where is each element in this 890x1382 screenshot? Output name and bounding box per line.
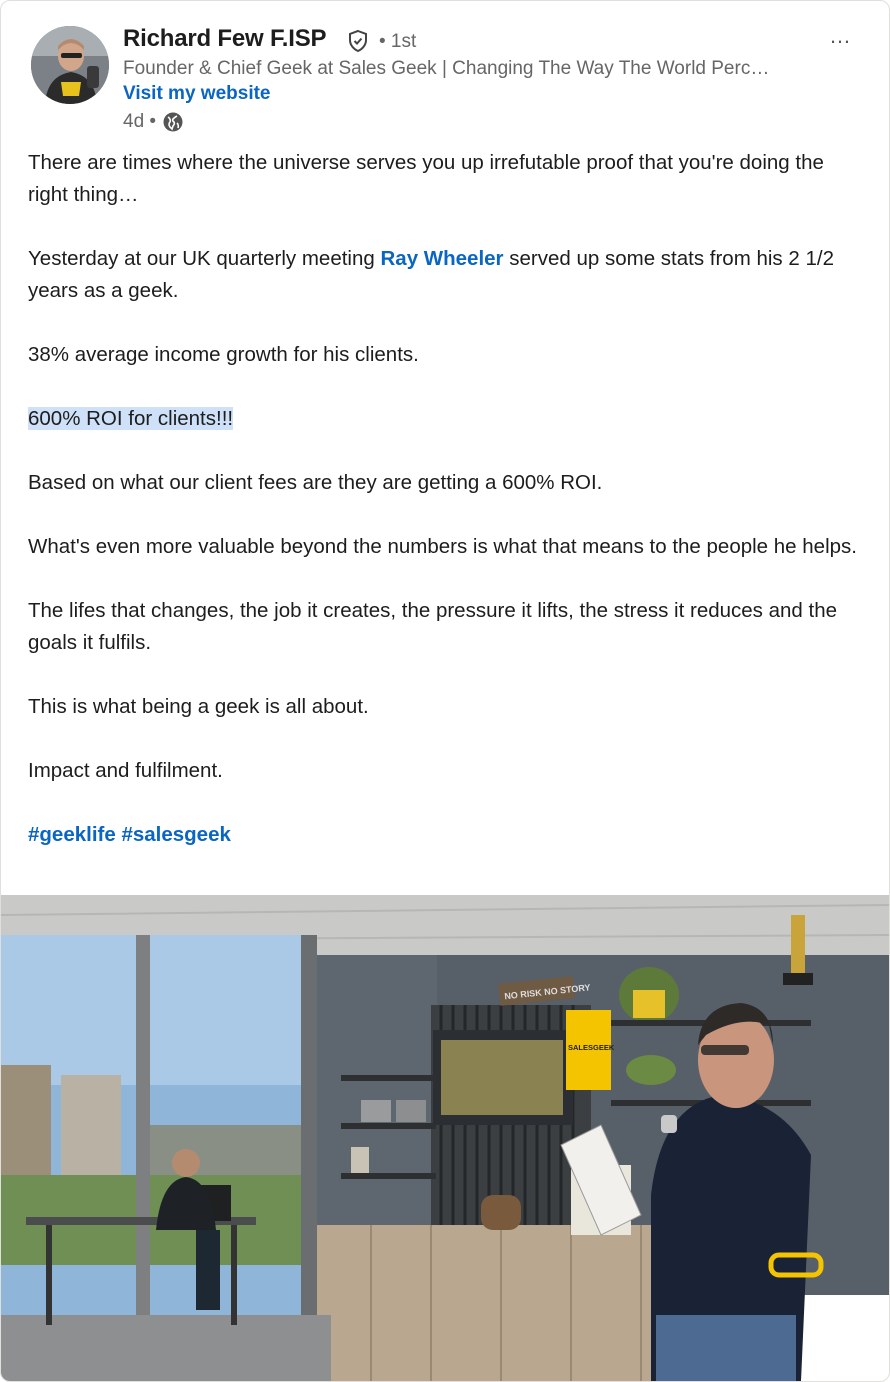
mention-ray-wheeler-link[interactable]: Ray Wheeler: [380, 247, 504, 270]
author-name[interactable]: Richard Few F.ISP: [123, 25, 327, 52]
post-paragraph: Based on what our client fees are they are getting a 600% ROI.: [28, 471, 603, 494]
connection-degree: • 1st: [379, 31, 417, 52]
post-image[interactable]: [1, 895, 889, 1381]
post-paragraph: [28, 403, 858, 435]
selected-text: 600% ROI for clients!!!: [28, 407, 234, 430]
post-paragraph: What's even more valuable beyond the numbers is what that means to the people he helps.: [28, 535, 857, 558]
hashtag-salesgeek-link[interactable]: #salesgeek: [121, 823, 231, 846]
post-meta: [123, 111, 184, 133]
globe-icon: [162, 111, 184, 133]
post-time: 4d •: [123, 111, 157, 132]
office-photo: [1, 895, 889, 1381]
post-paragraph: The lifes that changes, the job it creates, the pressure it lifts, the stress it reduces and the goals it fulfils.: [28, 599, 838, 654]
post-paragraph: [28, 243, 858, 307]
post-text: served up some stats from his 2 1/2 years as a geek.: [28, 247, 834, 302]
hashtag-geeklife-link[interactable]: #geeklife: [28, 823, 116, 846]
hashtags: [28, 819, 858, 851]
avatar-image: [31, 26, 109, 104]
visit-website-link[interactable]: Visit my website: [123, 83, 271, 104]
post-paragraph: Impact and fulfilment.: [28, 759, 223, 782]
post-paragraph: This is what being a geek is all about.: [28, 695, 369, 718]
post-text: Yesterday at our UK quarterly meeting: [28, 247, 381, 270]
verified-shield-icon: [346, 29, 370, 53]
author-avatar[interactable]: [31, 26, 109, 104]
post-body: [28, 147, 858, 883]
brand-poster-text: SALESGEEK: [568, 1043, 615, 1052]
post-paragraph: There are times where the universe serves you up irrefutable proof that you're doing the right thing…: [28, 151, 824, 206]
more-options-button[interactable]: …: [829, 23, 853, 48]
wall-sign-text: NO RISK NO STORY: [503, 982, 591, 1002]
post-paragraph: 38% average income growth for his clients.: [28, 343, 419, 366]
author-headline: Founder & Chief Geek at Sales Geek | Changing The Way The World Perc…: [123, 58, 770, 79]
